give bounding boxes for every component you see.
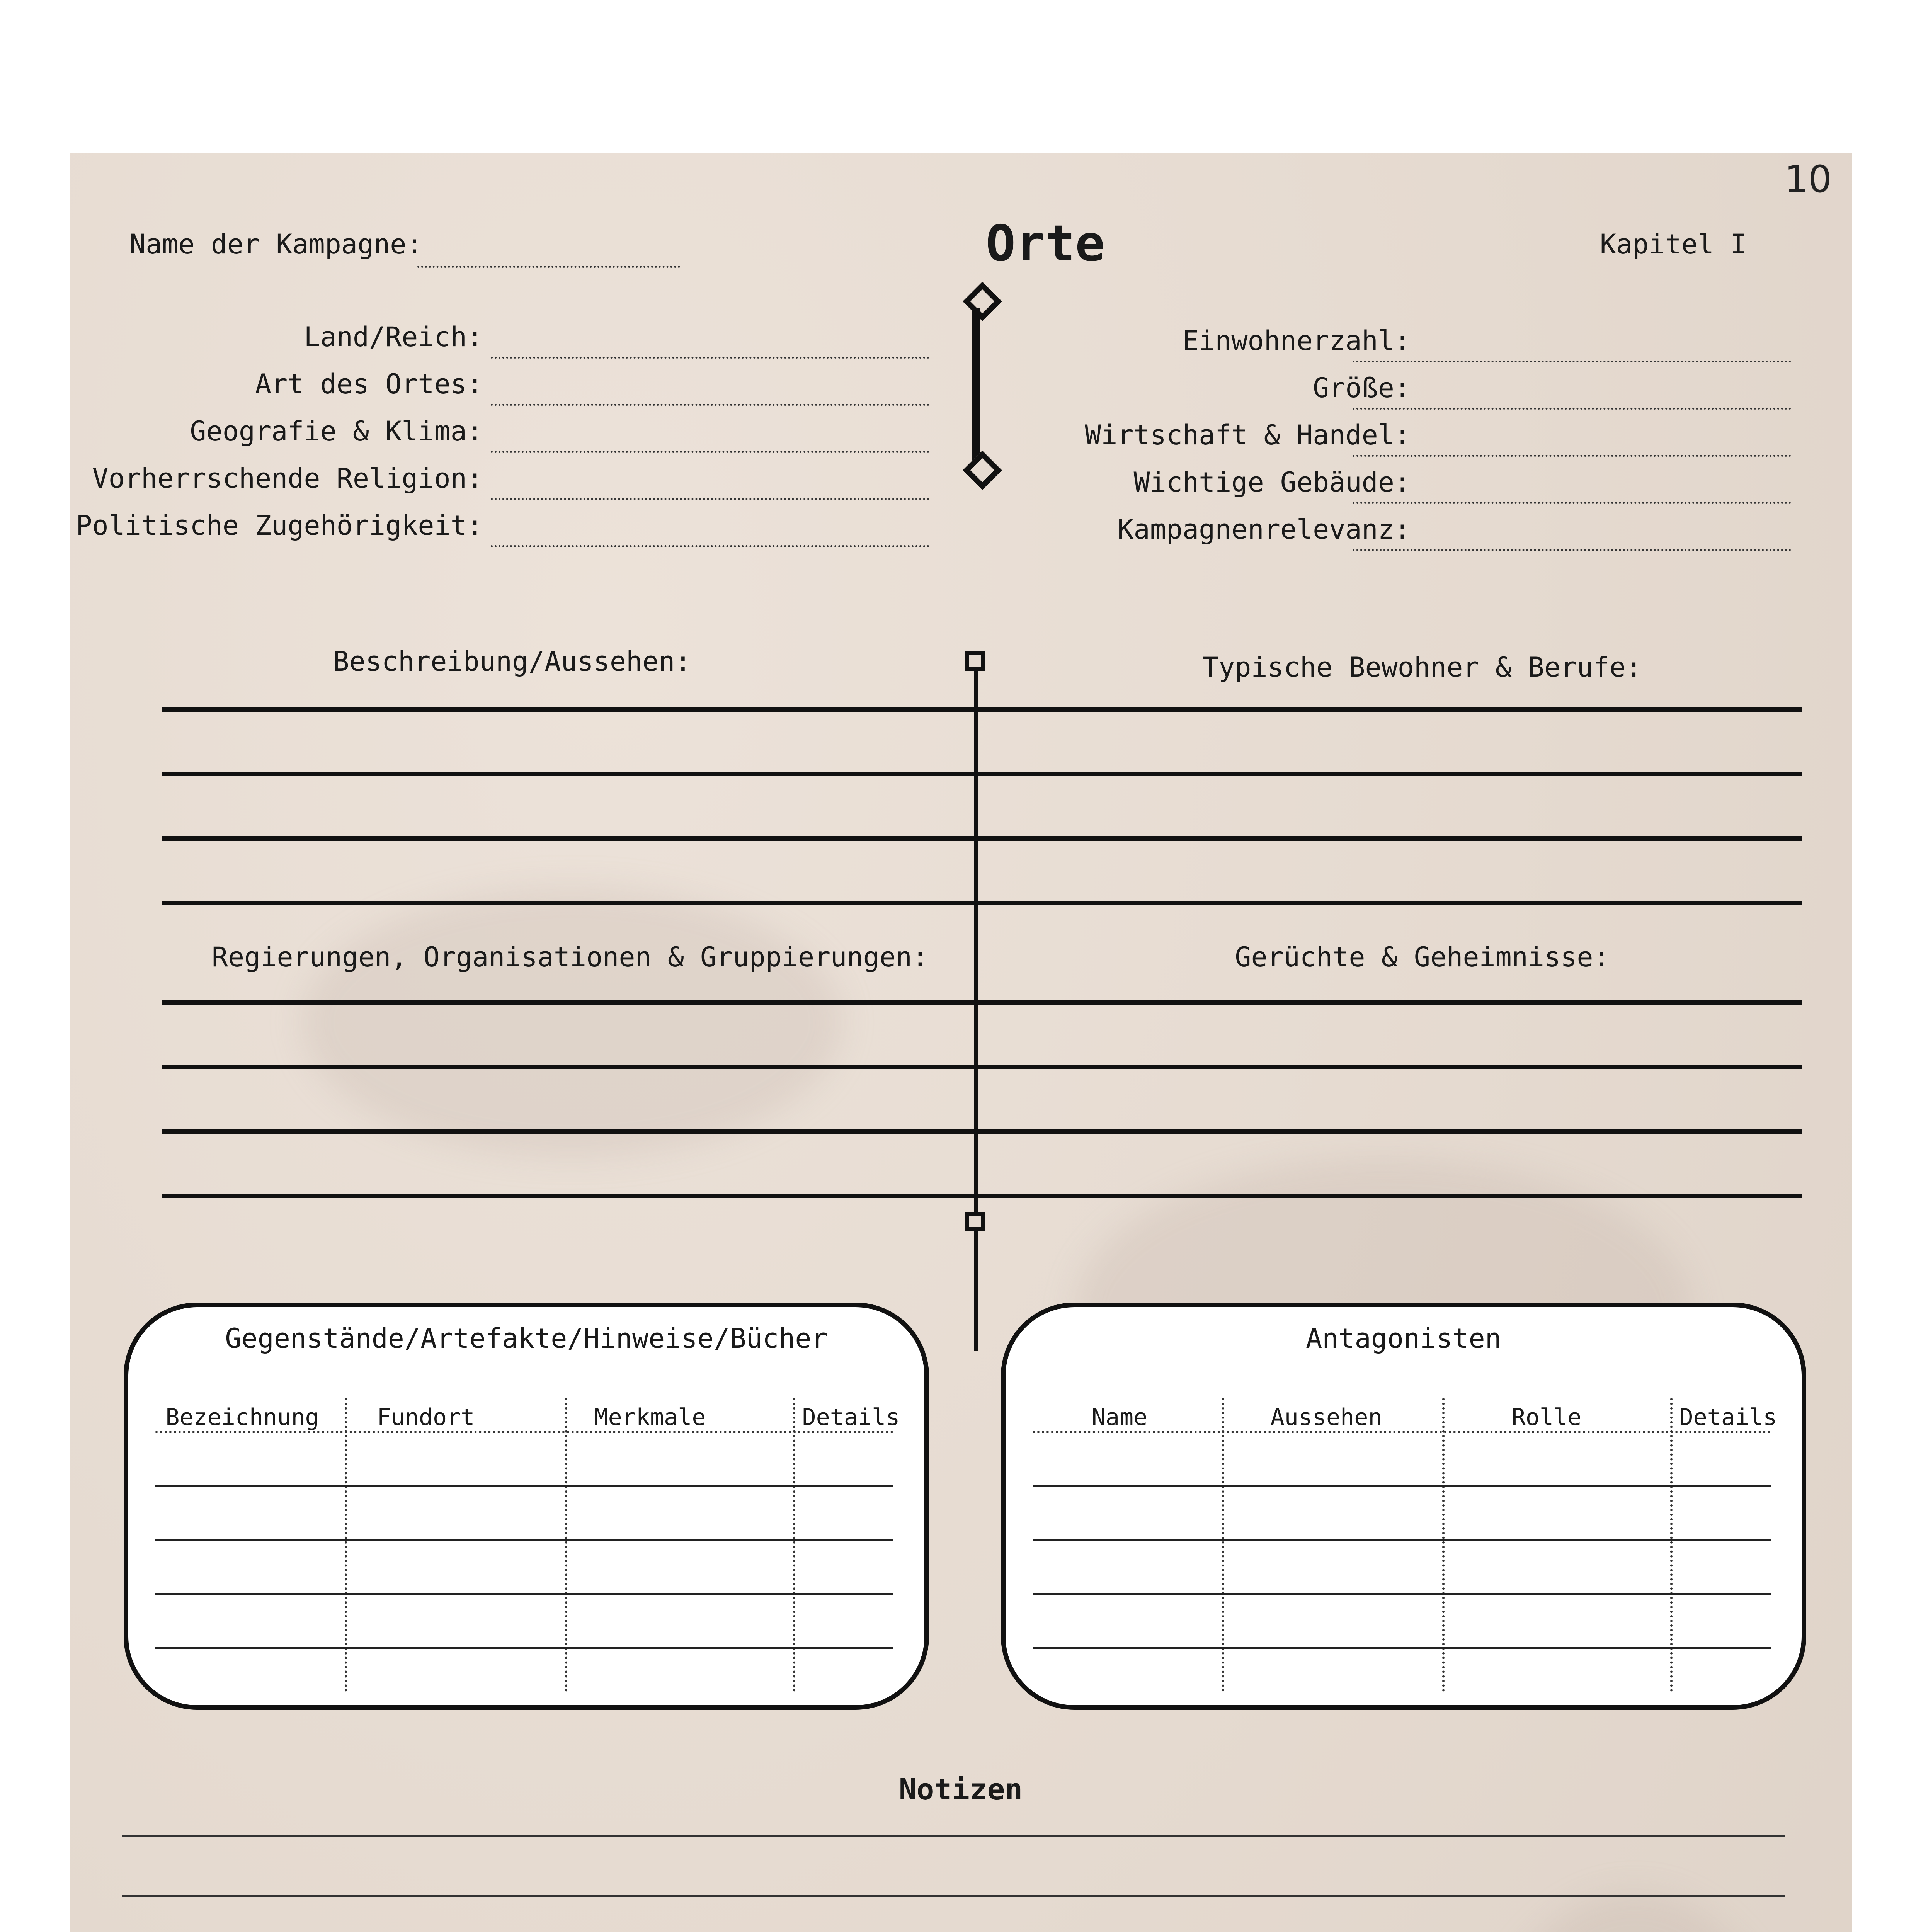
antagonists-box-title: Antagonisten bbox=[1306, 1323, 1501, 1354]
writing-line[interactable] bbox=[162, 772, 1802, 776]
items-row-line[interactable] bbox=[155, 1485, 893, 1487]
ornament-diamond-icon bbox=[963, 451, 1002, 490]
field-label-type: Art des Ortes: bbox=[255, 368, 483, 400]
field-input-population[interactable] bbox=[1353, 361, 1791, 362]
field-label-size: Größe: bbox=[1313, 372, 1411, 404]
writing-line[interactable] bbox=[162, 1129, 1802, 1134]
notes-title: Notizen bbox=[898, 1772, 1023, 1806]
items-row-line[interactable] bbox=[155, 1539, 893, 1541]
writing-line[interactable] bbox=[162, 1065, 1802, 1069]
items-row-line[interactable] bbox=[155, 1593, 893, 1595]
field-input-type[interactable] bbox=[491, 404, 929, 406]
writing-line[interactable] bbox=[162, 901, 1802, 905]
ornament-bar bbox=[972, 308, 980, 462]
antagonists-row-line[interactable] bbox=[1033, 1593, 1771, 1595]
items-col-name: Bezeichnung bbox=[165, 1404, 319, 1431]
section-rumors-title: Gerüchte & Geheimnisse: bbox=[1235, 941, 1610, 973]
field-input-religion[interactable] bbox=[491, 498, 929, 500]
paper-stain bbox=[1461, 1892, 1809, 1932]
writing-line[interactable] bbox=[162, 1000, 1802, 1005]
field-label-politics: Politische Zugehörigkeit: bbox=[76, 510, 483, 541]
antagonists-row-line[interactable] bbox=[1033, 1485, 1771, 1487]
writing-line[interactable] bbox=[162, 836, 1802, 841]
divider-end-icon bbox=[965, 651, 985, 671]
page-number: 10 bbox=[1784, 158, 1832, 201]
field-label-population: Einwohnerzahl: bbox=[1182, 325, 1411, 357]
ornament-diamond-icon bbox=[963, 282, 1002, 321]
writing-line[interactable] bbox=[162, 707, 1802, 712]
field-input-economy[interactable] bbox=[1353, 455, 1791, 457]
antagonists-col-details: Details bbox=[1679, 1404, 1777, 1431]
section-description-title: Beschreibung/Aussehen: bbox=[333, 646, 691, 677]
items-box-title: Gegenstände/Artefakte/Hinweise/Bücher bbox=[225, 1323, 828, 1354]
field-label-relevance: Kampagnenrelevanz: bbox=[1117, 514, 1411, 545]
field-label-geography: Geografie & Klima: bbox=[190, 415, 483, 447]
field-label-religion: Vorherrschende Religion: bbox=[92, 463, 483, 494]
form-sheet bbox=[70, 153, 1852, 1932]
antagonists-row-line[interactable] bbox=[1033, 1647, 1771, 1649]
items-row-line[interactable] bbox=[155, 1647, 893, 1649]
divider-end-icon bbox=[965, 1212, 985, 1231]
paper-stain bbox=[301, 887, 842, 1158]
antagonists-col-name: Name bbox=[1091, 1404, 1148, 1431]
items-col-details: Details bbox=[802, 1404, 900, 1431]
field-input-land[interactable] bbox=[491, 357, 929, 359]
antagonists-header-rule bbox=[1033, 1431, 1771, 1433]
field-input-size[interactable] bbox=[1353, 408, 1791, 410]
chapter-label: Kapitel I bbox=[1600, 228, 1747, 260]
antagonists-col-role: Rolle bbox=[1511, 1404, 1582, 1431]
items-col-features: Merkmale bbox=[594, 1404, 706, 1431]
antagonists-row-line[interactable] bbox=[1033, 1539, 1771, 1541]
section-governments-title: Regierungen, Organisationen & Gruppierungen: bbox=[211, 941, 929, 973]
field-input-relevance[interactable] bbox=[1353, 549, 1791, 551]
campaign-name-label: Name der Kampagne: bbox=[129, 228, 423, 260]
items-table-box bbox=[124, 1303, 929, 1710]
notes-line[interactable] bbox=[122, 1835, 1785, 1837]
page-title: Orte bbox=[985, 215, 1105, 272]
items-header-rule bbox=[155, 1431, 893, 1433]
field-label-land: Land/Reich: bbox=[304, 321, 483, 353]
field-input-politics[interactable] bbox=[491, 545, 929, 547]
section-inhabitants-title: Typische Bewohner & Berufe: bbox=[1202, 651, 1642, 683]
campaign-name-field[interactable] bbox=[417, 266, 680, 268]
notes-line[interactable] bbox=[122, 1895, 1785, 1897]
items-col-location: Fundort bbox=[377, 1404, 475, 1431]
antagonists-table-box bbox=[1001, 1303, 1806, 1710]
field-input-buildings[interactable] bbox=[1353, 502, 1791, 504]
field-input-geography[interactable] bbox=[491, 451, 929, 453]
antagonists-col-appearance: Aussehen bbox=[1270, 1404, 1382, 1431]
field-label-economy: Wirtschaft & Handel: bbox=[1085, 419, 1411, 451]
field-label-buildings: Wichtige Gebäude: bbox=[1133, 466, 1411, 498]
writing-line[interactable] bbox=[162, 1194, 1802, 1198]
